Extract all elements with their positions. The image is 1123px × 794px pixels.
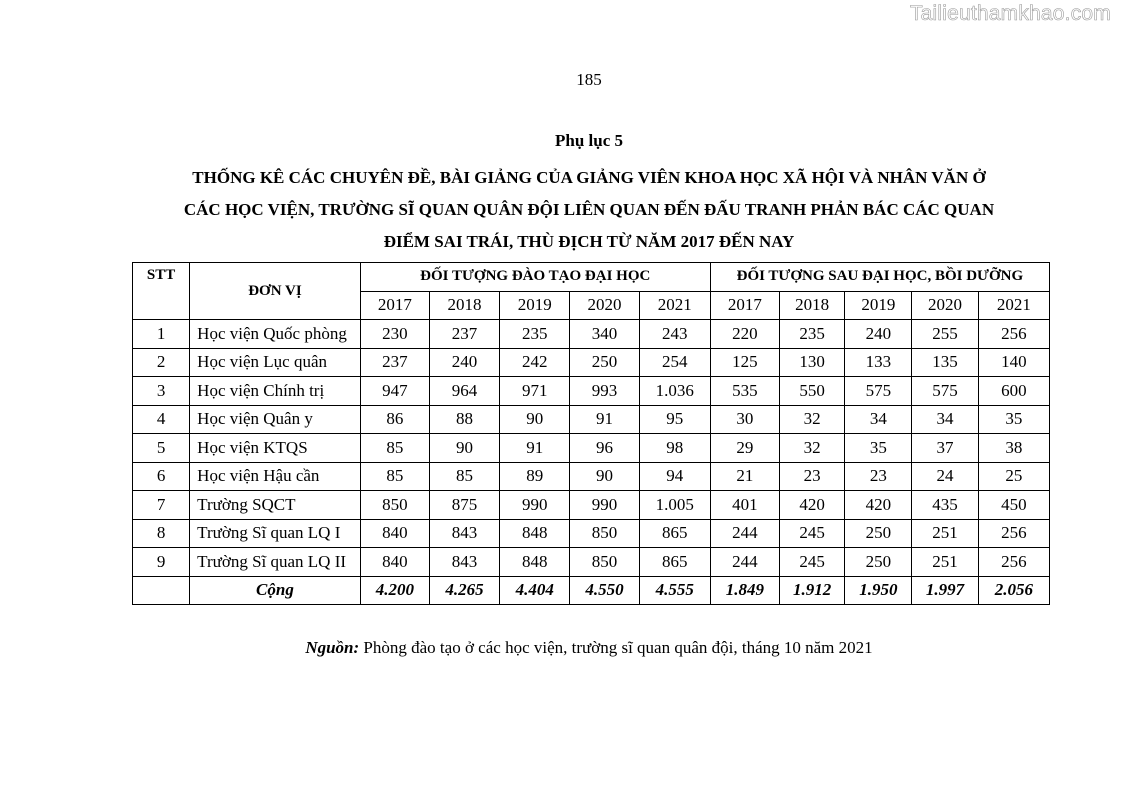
table-row bbox=[133, 434, 1050, 463]
table-row bbox=[133, 548, 1050, 577]
undergrad-value: 850 bbox=[570, 548, 639, 577]
table-row bbox=[133, 405, 1050, 434]
undergrad-value: 254 bbox=[639, 348, 710, 377]
postgrad-value: 251 bbox=[912, 548, 978, 577]
row-unit: Trường Sĩ quan LQ I bbox=[190, 519, 361, 548]
row-unit: Học viện Quân y bbox=[190, 405, 361, 434]
postgrad-value: 251 bbox=[912, 519, 978, 548]
undergrad-value: 850 bbox=[570, 519, 639, 548]
row-stt: 2 bbox=[133, 348, 190, 377]
row-stt: 1 bbox=[133, 320, 190, 349]
undergrad-value: 850 bbox=[360, 491, 429, 520]
undergrad-value: 848 bbox=[500, 519, 570, 548]
undergrad-value: 840 bbox=[360, 519, 429, 548]
postgrad-value: 34 bbox=[912, 405, 978, 434]
total-undergrad-value: 4.200 bbox=[360, 576, 429, 605]
row-unit: Học viện Lục quân bbox=[190, 348, 361, 377]
header-row-groups bbox=[133, 263, 1050, 292]
total-undergrad-value: 4.555 bbox=[639, 576, 710, 605]
postgrad-value: 130 bbox=[780, 348, 845, 377]
header-year: 2018 bbox=[780, 291, 845, 320]
postgrad-value: 37 bbox=[912, 434, 978, 463]
row-unit: Học viện Hậu cần bbox=[190, 462, 361, 491]
table-row bbox=[133, 491, 1050, 520]
postgrad-value: 35 bbox=[845, 434, 912, 463]
postgrad-value: 256 bbox=[978, 548, 1049, 577]
header-year: 2017 bbox=[360, 291, 429, 320]
undergrad-value: 85 bbox=[429, 462, 499, 491]
postgrad-value: 240 bbox=[845, 320, 912, 349]
undergrad-value: 875 bbox=[429, 491, 499, 520]
undergrad-value: 865 bbox=[639, 548, 710, 577]
postgrad-value: 250 bbox=[845, 519, 912, 548]
undergrad-value: 843 bbox=[429, 548, 499, 577]
postgrad-value: 420 bbox=[845, 491, 912, 520]
header-year: 2021 bbox=[978, 291, 1049, 320]
postgrad-value: 255 bbox=[912, 320, 978, 349]
row-unit: Trường SQCT bbox=[190, 491, 361, 520]
postgrad-value: 25 bbox=[978, 462, 1049, 491]
postgrad-value: 34 bbox=[845, 405, 912, 434]
undergrad-value: 89 bbox=[500, 462, 570, 491]
postgrad-value: 245 bbox=[780, 548, 845, 577]
undergrad-value: 91 bbox=[500, 434, 570, 463]
postgrad-value: 135 bbox=[912, 348, 978, 377]
undergrad-value: 230 bbox=[360, 320, 429, 349]
header-unit: ĐƠN VỊ bbox=[190, 263, 361, 320]
postgrad-value: 235 bbox=[780, 320, 845, 349]
header-year: 2020 bbox=[912, 291, 978, 320]
header-year: 2019 bbox=[500, 291, 570, 320]
table-row bbox=[133, 320, 1050, 349]
appendix-title: Phụ lục 5 bbox=[554, 131, 624, 150]
page-number: 185 bbox=[576, 70, 602, 89]
postgrad-value: 32 bbox=[780, 405, 845, 434]
postgrad-value: 420 bbox=[780, 491, 845, 520]
row-stt: 6 bbox=[133, 462, 190, 491]
row-unit: Học viện Quốc phòng bbox=[190, 320, 361, 349]
undergrad-value: 240 bbox=[429, 348, 499, 377]
header-year: 2019 bbox=[845, 291, 912, 320]
undergrad-value: 98 bbox=[639, 434, 710, 463]
postgrad-value: 24 bbox=[912, 462, 978, 491]
header-year: 2018 bbox=[429, 291, 499, 320]
postgrad-value: 21 bbox=[710, 462, 779, 491]
postgrad-value: 35 bbox=[978, 405, 1049, 434]
total-postgrad-value: 2.056 bbox=[978, 576, 1049, 605]
undergrad-value: 840 bbox=[360, 548, 429, 577]
row-unit: Trường Sĩ quan LQ II bbox=[190, 548, 361, 577]
header-year: 2021 bbox=[639, 291, 710, 320]
undergrad-value: 85 bbox=[360, 462, 429, 491]
undergrad-value: 95 bbox=[639, 405, 710, 434]
postgrad-value: 600 bbox=[978, 377, 1049, 406]
undergrad-value: 340 bbox=[570, 320, 639, 349]
total-label: Cộng bbox=[190, 576, 361, 605]
total-undergrad-value: 4.404 bbox=[500, 576, 570, 605]
undergrad-value: 237 bbox=[360, 348, 429, 377]
watermark: Tailieuthamkhao.com bbox=[909, 2, 1111, 25]
undergrad-value: 91 bbox=[570, 405, 639, 434]
total-postgrad-value: 1.950 bbox=[845, 576, 912, 605]
source-text: Phòng đào tạo ở các học viện, trường sĩ quan quân đội, tháng 10 năm 2021 bbox=[359, 638, 873, 657]
undergrad-value: 96 bbox=[570, 434, 639, 463]
undergrad-value: 865 bbox=[639, 519, 710, 548]
postgrad-value: 23 bbox=[845, 462, 912, 491]
row-stt: 3 bbox=[133, 377, 190, 406]
postgrad-value: 450 bbox=[978, 491, 1049, 520]
undergrad-value: 242 bbox=[500, 348, 570, 377]
postgrad-value: 32 bbox=[780, 434, 845, 463]
postgrad-value: 256 bbox=[978, 320, 1049, 349]
postgrad-value: 435 bbox=[912, 491, 978, 520]
row-stt: 4 bbox=[133, 405, 190, 434]
postgrad-value: 244 bbox=[710, 519, 779, 548]
undergrad-value: 1.036 bbox=[639, 377, 710, 406]
row-unit: Học viện Chính trị bbox=[190, 377, 361, 406]
row-stt: 8 bbox=[133, 519, 190, 548]
total-postgrad-value: 1.912 bbox=[780, 576, 845, 605]
header-year: 2020 bbox=[570, 291, 639, 320]
title-line: THỐNG KÊ CÁC CHUYÊN ĐỀ, BÀI GIẢNG CỦA GIẢNG VIÊN KHOA HỌC XÃ HỘI VÀ NHÂN VĂN Ở bbox=[192, 168, 986, 187]
table-row bbox=[133, 348, 1050, 377]
source-note bbox=[0, 638, 1123, 658]
row-unit: Học viện KTQS bbox=[190, 434, 361, 463]
undergrad-value: 250 bbox=[570, 348, 639, 377]
postgrad-value: 29 bbox=[710, 434, 779, 463]
postgrad-value: 38 bbox=[978, 434, 1049, 463]
row-stt: 5 bbox=[133, 434, 190, 463]
postgrad-value: 575 bbox=[845, 377, 912, 406]
title-line: ĐIỂM SAI TRÁI, THÙ ĐỊCH TỪ NĂM 2017 ĐẾN NAY bbox=[383, 232, 795, 251]
source-label: Nguồn: bbox=[305, 638, 360, 657]
row-stt: 9 bbox=[133, 548, 190, 577]
undergrad-value: 88 bbox=[429, 405, 499, 434]
statistics-table bbox=[132, 262, 1050, 605]
postgrad-value: 550 bbox=[780, 377, 845, 406]
postgrad-value: 245 bbox=[780, 519, 845, 548]
undergrad-value: 848 bbox=[500, 548, 570, 577]
postgrad-value: 125 bbox=[710, 348, 779, 377]
postgrad-value: 140 bbox=[978, 348, 1049, 377]
header-stt: STT bbox=[133, 263, 190, 320]
postgrad-value: 535 bbox=[710, 377, 779, 406]
undergrad-value: 990 bbox=[500, 491, 570, 520]
postgrad-value: 23 bbox=[780, 462, 845, 491]
undergrad-value: 993 bbox=[570, 377, 639, 406]
undergrad-value: 1.005 bbox=[639, 491, 710, 520]
undergrad-value: 235 bbox=[500, 320, 570, 349]
postgrad-value: 133 bbox=[845, 348, 912, 377]
undergrad-value: 90 bbox=[500, 405, 570, 434]
undergrad-value: 843 bbox=[429, 519, 499, 548]
undergrad-value: 237 bbox=[429, 320, 499, 349]
undergrad-value: 243 bbox=[639, 320, 710, 349]
header-postgrad-group: ĐỐI TƯỢNG SAU ĐẠI HỌC, BỒI DƯỠNG bbox=[710, 263, 1049, 292]
postgrad-value: 30 bbox=[710, 405, 779, 434]
row-stt: 7 bbox=[133, 491, 190, 520]
undergrad-value: 990 bbox=[570, 491, 639, 520]
undergrad-value: 964 bbox=[429, 377, 499, 406]
postgrad-value: 250 bbox=[845, 548, 912, 577]
postgrad-value: 220 bbox=[710, 320, 779, 349]
postgrad-value: 256 bbox=[978, 519, 1049, 548]
table-row bbox=[133, 462, 1050, 491]
total-row bbox=[133, 576, 1050, 605]
header-undergrad-group: ĐỐI TƯỢNG ĐÀO TẠO ĐẠI HỌC bbox=[360, 263, 710, 292]
document-title bbox=[135, 162, 1043, 258]
table-row bbox=[133, 519, 1050, 548]
header-year: 2017 bbox=[710, 291, 779, 320]
undergrad-value: 94 bbox=[639, 462, 710, 491]
total-undergrad-value: 4.550 bbox=[570, 576, 639, 605]
total-undergrad-value: 4.265 bbox=[429, 576, 499, 605]
undergrad-value: 85 bbox=[360, 434, 429, 463]
total-stt-empty bbox=[133, 576, 190, 605]
undergrad-value: 90 bbox=[429, 434, 499, 463]
undergrad-value: 947 bbox=[360, 377, 429, 406]
postgrad-value: 575 bbox=[912, 377, 978, 406]
total-postgrad-value: 1.997 bbox=[912, 576, 978, 605]
table-row bbox=[133, 377, 1050, 406]
postgrad-value: 244 bbox=[710, 548, 779, 577]
total-postgrad-value: 1.849 bbox=[710, 576, 779, 605]
undergrad-value: 86 bbox=[360, 405, 429, 434]
title-line: CÁC HỌC VIỆN, TRƯỜNG SĨ QUAN QUÂN ĐỘI LIÊN QUAN ĐẾN ĐẤU TRANH PHẢN BÁC CÁC QUAN bbox=[183, 200, 995, 219]
undergrad-value: 971 bbox=[500, 377, 570, 406]
postgrad-value: 401 bbox=[710, 491, 779, 520]
undergrad-value: 90 bbox=[570, 462, 639, 491]
